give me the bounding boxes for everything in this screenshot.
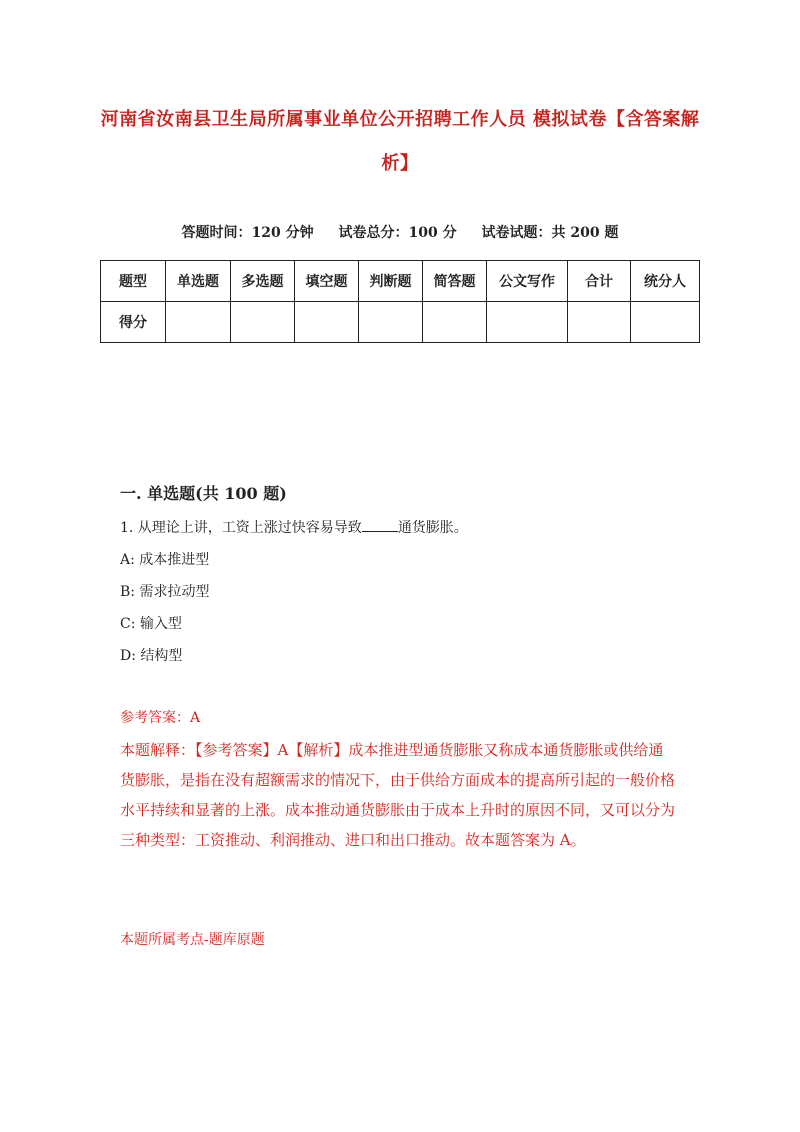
document-title: 河南省汝南县卫生局所属事业单位公开招聘工作人员 模拟试卷【含答案解析】: [100, 109, 700, 174]
exam-question-count: 试卷试题：共 200 题: [481, 225, 619, 241]
score-table-header-cell: 单选题: [166, 261, 231, 302]
option-b: B: 需求拉动型: [120, 584, 210, 600]
score-cell: [359, 302, 423, 343]
score-table-row: [101, 302, 700, 343]
exam-meta: [100, 222, 700, 242]
score-cell: [487, 302, 568, 343]
score-table-header-cell: 多选题: [231, 261, 295, 302]
score-table-header-cell: 题型: [101, 261, 166, 302]
score-table-header-cell: 合计: [568, 261, 631, 302]
score-cell: [231, 302, 295, 343]
score-cell: [166, 302, 231, 343]
score-table-row-label: 得分: [101, 302, 166, 343]
answer-explanation: 本题解释：【参考答案】A【解析】成本推进型通货膨胀又称成本通货膨胀或供给通货膨胀，是指在没有超额需求的情况下，由于供给方面成本的提高所引起的一般价格水平持续和显著的上涨。成本推动通货膨胀由于成本上升时的原因不同，又可以分为三种类型：工资推动、利润推动、进口和出口推动。故本题答案为 A。: [120, 741, 676, 849]
option-d: D: 结构型: [120, 648, 183, 664]
option-a: A: 成本推进型: [120, 552, 210, 568]
answer-blank: [362, 519, 398, 532]
score-cell: [423, 302, 487, 343]
reference-answer: 参考答案：A: [120, 710, 201, 726]
score-table-header-cell: 判断题: [359, 261, 423, 302]
knowledge-point: 本题所属考点-题库原题: [120, 932, 265, 948]
exam-total-score: 试卷总分：100 分: [338, 225, 457, 241]
score-table: [100, 260, 700, 343]
score-cell: [295, 302, 359, 343]
score-table-header-cell: 简答题: [423, 261, 487, 302]
question-stem-end: 通货膨胀。: [397, 520, 468, 536]
score-table-header-cell: 公文写作: [487, 261, 568, 302]
question-stem-start: 1. 从理论上讲，工资上涨过快容易导致: [120, 520, 362, 536]
score-table-header-cell: 统分人: [631, 261, 700, 302]
question-stem: [120, 517, 468, 537]
score-table-header-row: [101, 261, 700, 302]
option-c: C: 输入型: [120, 616, 182, 632]
score-cell: [631, 302, 700, 343]
exam-time: 答题时间：120 分钟: [181, 225, 314, 241]
score-table-header-cell: 填空题: [295, 261, 359, 302]
score-cell: [568, 302, 631, 343]
section-heading: 一. 单选题(共 100 题): [120, 484, 287, 503]
